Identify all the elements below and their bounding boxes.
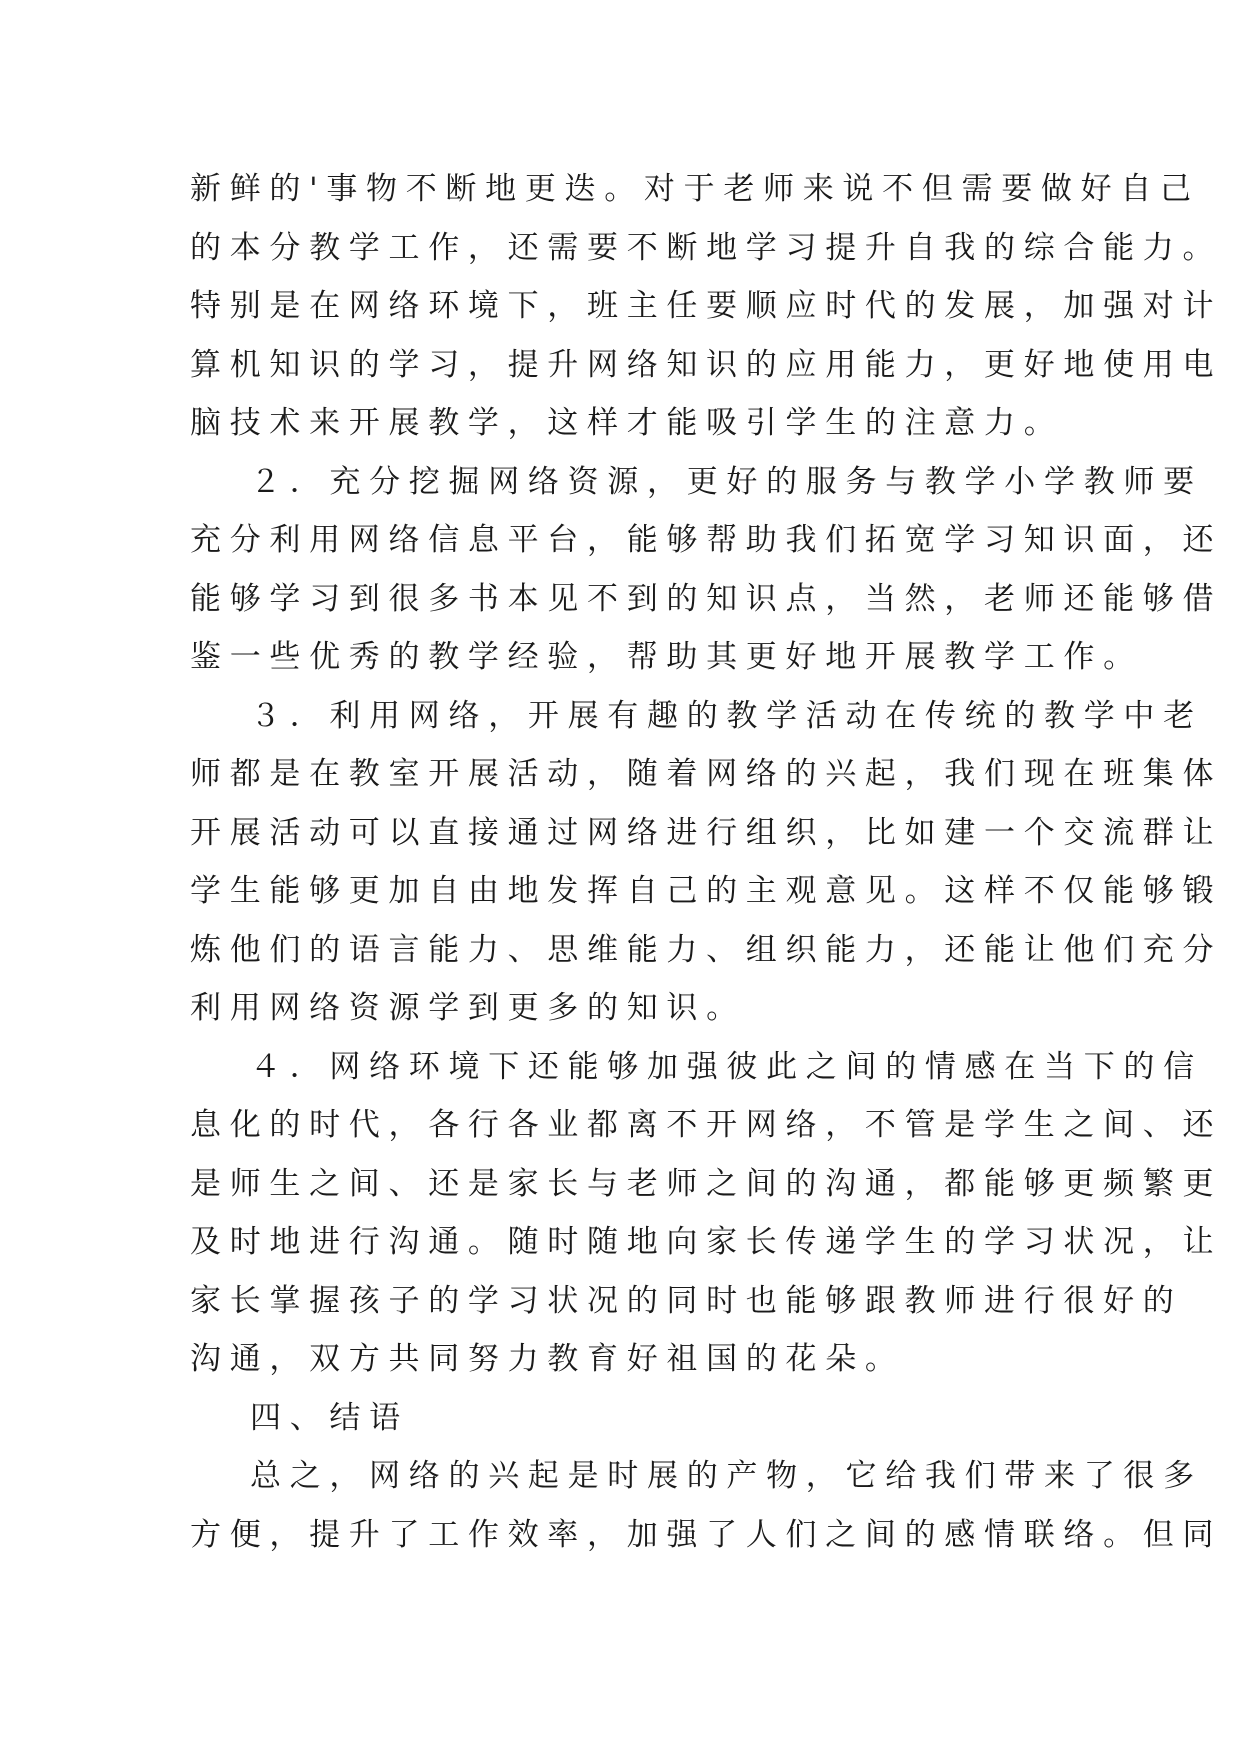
text-line: 师都是在教室开展活动，随着网络的兴起，我们现在班集体 — [190, 756, 1223, 792]
text-line: 家长掌握孩子的学习状况的同时也能够跟教师进行很好的 — [190, 1282, 1183, 1319]
text-line: 算机知识的学习，提升网络知识的应用能力，更好地使用电 — [190, 346, 1223, 383]
text-line: 新鲜的'事物不断地更迭。对于老师来说不但需要做好自己 — [190, 171, 1200, 207]
text-line: 学生能够更加自由地发挥自己的主观意见。这样不仅能够锻 — [190, 873, 1223, 909]
text-line: 脑技术来开展教学，这样才能吸引学生的注意力。 — [190, 405, 1064, 441]
text-line: 能够学习到很多书本见不到的知识点，当然，老师还能够借 — [190, 580, 1223, 617]
text-line: 的本分教学工作，还需要不断地学习提升自我的综合能力。 — [190, 229, 1223, 266]
text-line: 方便，提升了工作效率，加强了人们之间的感情联络。但同 — [190, 1516, 1223, 1553]
text-line: 沟通，双方共同努力教育好祖国的花朵。 — [190, 1341, 905, 1377]
text-line: 炼他们的语言能力、思维能力、组织能力，还能让他们充分 — [190, 931, 1223, 968]
text-line: 息化的时代，各行各业都离不开网络，不管是学生之间、还 — [190, 1107, 1223, 1143]
text-line: 特别是在网络环境下，班主任要顺应时代的发展，加强对计 — [190, 288, 1223, 324]
text-line: 及时地进行沟通。随时随地向家长传递学生的学习状况，让 — [190, 1224, 1223, 1260]
text-line: 是师生之间、还是家长与老师之间的沟通，都能够更频繁更 — [190, 1165, 1223, 1202]
paragraph-start-line: ４．网络环境下还能够加强彼此之间的情感在当下的信 — [250, 1048, 1203, 1085]
section-heading: 四、结语 — [250, 1399, 409, 1436]
paragraph-start-line: ２．充分挖掘网络资源，更好的服务与教学小学教师要 — [250, 463, 1203, 500]
document-body — [190, 160, 1223, 1564]
paragraph-start-line: ３．利用网络，开展有趣的教学活动在传统的教学中老 — [250, 697, 1203, 734]
text-line: 利用网络资源学到更多的知识。 — [190, 990, 746, 1026]
text-line: 充分利用网络信息平台，能够帮助我们拓宽学习知识面，还 — [190, 522, 1223, 558]
paragraph-start-line: 总之，网络的兴起是时展的产物，它给我们带来了很多 — [250, 1458, 1203, 1494]
text-line: 开展活动可以直接通过网络进行组织，比如建一个交流群让 — [190, 814, 1223, 851]
text-line: 鉴一些优秀的教学经验，帮助其更好地开展教学工作。 — [190, 639, 1143, 675]
